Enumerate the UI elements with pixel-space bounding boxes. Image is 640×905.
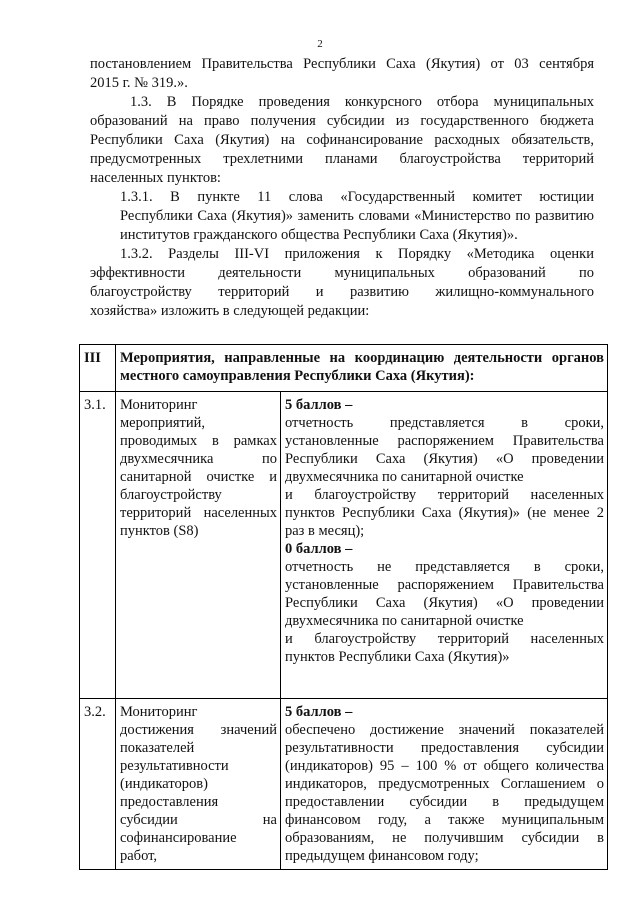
text-line: хозяйства» изложить в следующей редакции: bbox=[90, 303, 370, 319]
methodology-table bbox=[79, 344, 608, 870]
text-line: двухмесячника по санитарной очистке bbox=[285, 469, 524, 485]
text-line: (индикаторов) bbox=[120, 776, 208, 792]
score-label: 0 баллов – bbox=[285, 541, 353, 557]
indicator-name bbox=[116, 392, 281, 699]
text-line: установленные распоряжением Правительства bbox=[285, 433, 604, 449]
text-line: отчетность не представляется в сроки, bbox=[285, 559, 604, 575]
text-line: предусмотренных трехлетними планами благоустройства территорий bbox=[90, 151, 594, 167]
section-number: III bbox=[80, 345, 116, 392]
text-line: пунктов Республики Саха (Якутия)» bbox=[285, 649, 510, 665]
text-line: образований на право получения субсидии из государственного бюджета bbox=[90, 113, 594, 129]
text-line: предоставления bbox=[120, 794, 219, 810]
text-line: институтов гражданского общества Республики Саха (Якутия)». bbox=[120, 227, 518, 243]
text-line: проводимых в рамках bbox=[120, 433, 277, 449]
text-line: пунктов Республики Саха (Якутия)» (не менее 2 bbox=[285, 505, 604, 521]
text-line: Республики Саха (Якутия) на софинансирование расходных обязательств, bbox=[90, 132, 594, 148]
text-line: Республики Саха (Якутия) «О проведении bbox=[285, 451, 604, 467]
text-line: Республики Саха (Якутия) «О проведении bbox=[285, 595, 604, 611]
text-line: благоустройству bbox=[120, 487, 222, 503]
indicator-criteria bbox=[281, 699, 608, 870]
text-line: результативности предоставления субсидии bbox=[285, 740, 604, 756]
indicator-name bbox=[116, 699, 281, 870]
text-line: 2015 г. № 319.». bbox=[90, 75, 188, 91]
paragraph-1 bbox=[90, 55, 594, 93]
text-line: установленные распоряжением Правительства bbox=[285, 577, 604, 593]
text-line: Мониторинг bbox=[120, 397, 198, 413]
text-line: раз в месяц); bbox=[285, 523, 365, 539]
text-line: постановлением Правительства Республики Саха (Якутия) от 03 сентября bbox=[90, 56, 594, 72]
text-line: Мониторинг bbox=[120, 704, 198, 720]
table-header-row bbox=[80, 345, 608, 392]
intro-text bbox=[90, 55, 594, 321]
text-line: показателей bbox=[120, 740, 195, 756]
page-number: 2 bbox=[317, 38, 323, 50]
text-line: эффективности деятельности муниципальных образований по bbox=[90, 265, 594, 281]
table-row bbox=[80, 392, 608, 699]
row-number: 3.2. bbox=[80, 699, 116, 870]
text-line: индикаторов, предусмотренных Соглашением о bbox=[285, 776, 604, 792]
text-line: двухмесячника по санитарной очистке bbox=[285, 613, 524, 629]
text-line: предоставлении субсидии в предыдущем bbox=[285, 794, 604, 810]
text-line: благоустройству территорий и развитию жилищно-коммунального bbox=[90, 284, 594, 300]
text-line: 1.3. В Порядке проведения конкурсного отбора муниципальных bbox=[130, 94, 594, 110]
text-line: и благоустройству территорий населенных bbox=[285, 631, 604, 647]
text-line: образованиям, не получившим субсидии в bbox=[285, 830, 604, 846]
text-line: субсидии на bbox=[120, 812, 277, 828]
text-line: санитарной очистке и bbox=[120, 469, 277, 485]
paragraph-1-3 bbox=[90, 93, 594, 188]
text-line: предыдущем финансовом году; bbox=[285, 848, 479, 864]
table-row bbox=[80, 699, 608, 870]
text-line: обеспечено достижение значений показателей bbox=[285, 722, 604, 738]
text-line: (индикаторов) 95 – 100 % от общего количества bbox=[285, 758, 604, 774]
score-label: 5 баллов – bbox=[285, 704, 353, 720]
text-line: 1.3.2. Разделы III-VI приложения к Порядку «Методика оценки bbox=[120, 246, 594, 262]
text-line: 1.3.1. В пункте 11 слова «Государственный комитет юстиции bbox=[120, 189, 594, 205]
section-title: Мероприятия, направленные на координацию деятельности органов местного самоуправления Республики Саха (Якутия): bbox=[116, 345, 608, 392]
text-line: результативности bbox=[120, 758, 229, 774]
text-line: работ, bbox=[120, 848, 157, 864]
paragraph-1-3-1 bbox=[90, 188, 594, 245]
text-line: отчетность представляется в сроки, bbox=[285, 415, 604, 431]
text-line: населенных пунктов: bbox=[90, 170, 221, 186]
text-line: пунктов (S8) bbox=[120, 523, 199, 539]
text-line: и благоустройству территорий населенных bbox=[285, 487, 604, 503]
text-line: территорий населенных bbox=[120, 505, 277, 521]
paragraph-1-3-2 bbox=[90, 245, 594, 321]
indicator-criteria bbox=[281, 392, 608, 699]
text-line: финансовом году, а также муниципальным bbox=[285, 812, 604, 828]
text-line: двухмесячника по bbox=[120, 451, 277, 467]
score-label: 5 баллов – bbox=[285, 397, 353, 413]
row-number: 3.1. bbox=[80, 392, 116, 699]
text-line: Республики Саха (Якутия)» заменить словами «Министерство по развитию bbox=[120, 208, 594, 224]
text-line: достижения значений bbox=[120, 722, 277, 738]
text-line: софинансирование bbox=[120, 830, 237, 846]
text-line: мероприятий, bbox=[120, 415, 206, 431]
